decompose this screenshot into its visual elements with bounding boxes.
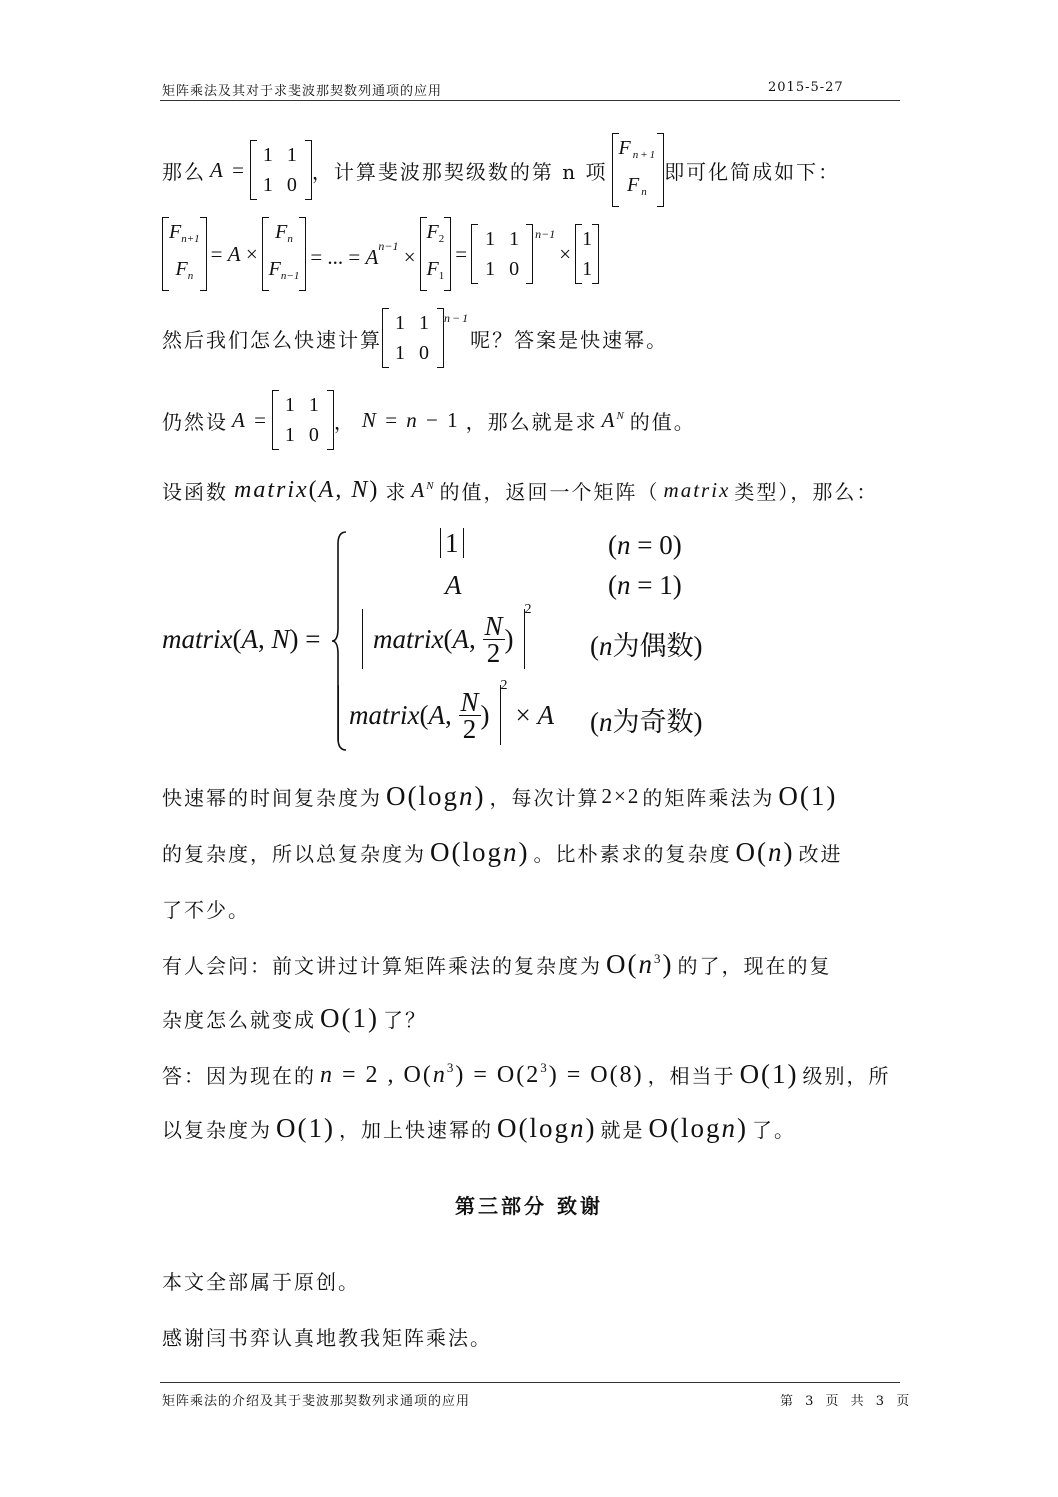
answer-line-2: 以复杂度为 O(1) ，加上快速幂的 O(logn) 就是 O(logn) 了。 bbox=[162, 1112, 796, 1143]
text: 以复杂度为 bbox=[162, 1117, 272, 1142]
vector-ones: 1 1 bbox=[575, 224, 599, 284]
case-1-value: 1 bbox=[440, 528, 464, 559]
answer-line-1: 答：因为现在的 n = 2 , $O(n^3) = O(2^3) = O(8)$ ，相当于 O(1) 级别，所 bbox=[162, 1058, 891, 1089]
vector-f2f1: F2 F1 bbox=[420, 217, 452, 291]
text: ，加上快速幂的 bbox=[338, 1117, 493, 1142]
text: 就是 bbox=[600, 1117, 645, 1142]
text: ，那么就是求 bbox=[465, 409, 598, 434]
ack-paragraph-2: 感谢闫书弈认真地教我矩阵乘法。 bbox=[162, 1326, 492, 1350]
footer-page-number: 第 3 页 共 3 页 bbox=[780, 1394, 914, 1409]
footer-rule bbox=[160, 1382, 900, 1383]
text: 了？ bbox=[382, 1007, 427, 1032]
text: 的值，返回一个矩阵（ bbox=[439, 479, 660, 504]
header-date: 2015-5-27 bbox=[768, 80, 844, 95]
text: 快速幂的时间复杂度为 bbox=[162, 785, 382, 810]
case-2-cond: (n = 1) bbox=[608, 570, 682, 600]
case-3-cond: (n为偶数) bbox=[590, 631, 703, 661]
math-a-n-2: $A^N$ bbox=[411, 477, 436, 502]
text: 的值。 bbox=[629, 409, 696, 434]
text: 级别，所 bbox=[802, 1063, 891, 1088]
text: 答：因为现在的 bbox=[162, 1063, 316, 1088]
text: 类型），那么： bbox=[734, 479, 879, 504]
line-1 bbox=[162, 138, 840, 202]
header-title: 矩阵乘法及其对于求斐波那契数列通项的应用 bbox=[162, 84, 443, 99]
matrix-power: 1 1 1 0 bbox=[382, 308, 444, 368]
text: 求 bbox=[385, 479, 408, 504]
vector-fn1: Fn+1 Fn bbox=[162, 217, 207, 291]
text: 的复杂度，所以总复杂度为 bbox=[162, 841, 426, 866]
text: 杂度怎么就变成 bbox=[162, 1007, 316, 1032]
question-line-1: 有人会问：前文讲过计算矩阵乘法的复杂度为 $O(n^3)$ 的了，现在的复 bbox=[162, 948, 832, 979]
header-rule bbox=[160, 100, 900, 101]
math-n-def: N = n − 1 bbox=[361, 407, 460, 432]
math-a-eq-2: A = bbox=[232, 407, 268, 432]
text: 的矩阵乘法为 bbox=[642, 785, 775, 810]
section-title: 第三部分 致谢 bbox=[455, 1194, 603, 1218]
math-matrix-word: matrix bbox=[663, 477, 731, 502]
case-4-value: matrix ( A , N 2 ) 2 × A bbox=[338, 682, 554, 748]
vector-fn2: Fn Fn−1 bbox=[262, 217, 307, 291]
text: 。比朴素求的复杂度 bbox=[533, 841, 732, 866]
ack-paragraph-1: 本文全部属于原创。 bbox=[162, 1270, 360, 1294]
text: 即可化简成如下： bbox=[664, 159, 841, 184]
matrix-base: 1 1 1 0 bbox=[471, 224, 533, 284]
matrix-a: 1 1 1 0 bbox=[250, 140, 312, 200]
text: 的了，现在的复 bbox=[677, 953, 832, 978]
text: 了。 bbox=[751, 1117, 796, 1142]
para-1-line-3: 了不少。 bbox=[162, 897, 250, 922]
text: 有人会问：前文讲过计算矩阵乘法的复杂度为 bbox=[162, 953, 602, 978]
math-a-eq: A = bbox=[210, 157, 246, 182]
question-line-2: 杂度怎么就变成 O(1) 了？ bbox=[162, 1002, 427, 1033]
text: 那么 bbox=[162, 159, 206, 184]
text: 呢？答案是快速幂。 bbox=[470, 327, 669, 352]
line-4 bbox=[162, 388, 696, 452]
text: ，相当于 bbox=[647, 1063, 736, 1088]
matrix-a-2: 1 1 1 0 bbox=[272, 390, 334, 450]
case-2-value: A bbox=[445, 570, 462, 600]
case-1-cond: (n = 0) bbox=[608, 530, 682, 560]
para-1-line-1: 快速幂的时间复杂度为 O(logn) ，每次计算 2×2 的矩阵乘法为 O(1) bbox=[162, 780, 838, 811]
text: 设函数 bbox=[162, 479, 228, 504]
equation-chain: Fn+1 Fn = A × Fn Fn−1 = ... = $A^{n-1}$ × F2 F1 = 1 1 1 0 n−1 × 1 1 bbox=[162, 222, 599, 286]
text: 改进 bbox=[798, 841, 843, 866]
para-1-line-2: 的复杂度，所以总复杂度为 O(logn) 。比朴素求的复杂度 O(n) 改进 bbox=[162, 836, 843, 867]
piecewise-lhs: matrix(A, N) = bbox=[162, 624, 321, 654]
math-matrix-fn: matrix(A, N) bbox=[234, 476, 380, 503]
line-5 bbox=[162, 472, 878, 508]
text: 然后我们怎么快速计算 bbox=[162, 327, 382, 352]
text: ，计算斐波那契级数的第 n 项 bbox=[311, 159, 608, 184]
footer-title: 矩阵乘法的介绍及其于斐波那契数列求通项的应用 bbox=[162, 1394, 471, 1409]
text: 仍然设 bbox=[162, 409, 228, 434]
text: ，每次计算 bbox=[489, 785, 600, 810]
text: ， bbox=[333, 409, 356, 434]
math-a-n: $A^N$ bbox=[601, 407, 626, 432]
line-3: 然后我们怎么快速计算 1 1 1 0 n−1 呢？答案是快速幂。 bbox=[162, 306, 668, 370]
vector-fn: Fn+1 Fn bbox=[612, 133, 665, 207]
case-4-cond: (n为奇数) bbox=[590, 707, 703, 737]
case-3-value: matrix ( A , N 2 ) 2 bbox=[362, 606, 532, 672]
